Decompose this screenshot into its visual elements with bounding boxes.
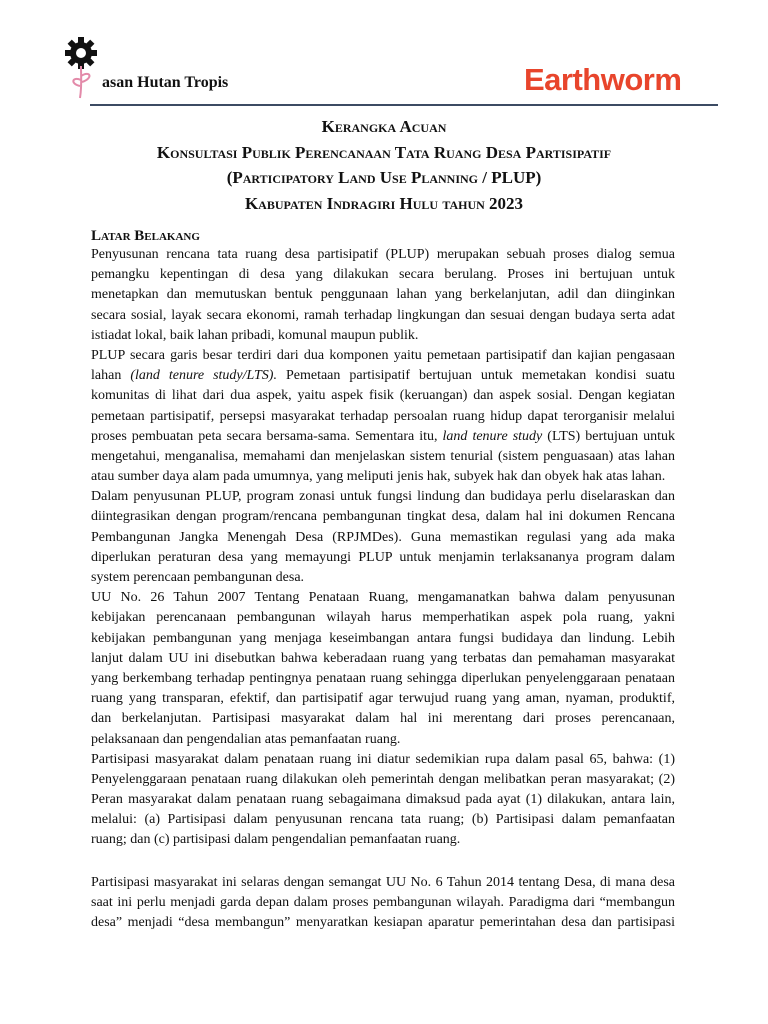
text-line: pelaksanaan dan pengendalian atas pemanfaatan ruang.: [91, 731, 401, 747]
text-line: Partisipasi masyarakat dalam penataan ruang ini diatur sedemikian rupa dalam pasal 65, bahwa: (1): [91, 751, 675, 767]
text-line: istiadat lokal, baik lahan pribadi, komunal maupun publik.: [91, 327, 419, 343]
document-header: [0, 0, 768, 110]
text-line: kebijakan perencanaan pembangunan wilayah harus memperhatikan aspek pola ruang, yakni: [91, 610, 675, 626]
paragraph-2: [91, 346, 675, 487]
text-line: diintegrasikan dengan program/rencana pembangunan tingkat desa, dalam hal ini dokumen Rencana: [91, 509, 675, 525]
earthworm-logo: Earthworm: [524, 62, 682, 97]
text-line: lanjut dalam UU ini disebutkan bahwa keberadaan ruang yang terbatas dan pemahaman masyarakat: [91, 650, 675, 666]
paragraph-gap: [91, 851, 675, 873]
body-text: [91, 245, 675, 933]
paragraph-5: [91, 750, 675, 851]
text-line: system perencaan pembangunan desa.: [91, 570, 305, 585]
text-line: Pembangunan Jangka Menengah Desa (RPJMDes). Guna memastikan regulasi yang ada maka: [91, 529, 675, 545]
text-line: pemetaan partisipatif, persepsi masyarakat terhadap persoalan ruang hidup dapat terorganisir melalui: [91, 408, 675, 424]
text-line: kebijakan pembangunan yang menjaga keseimbangan antara fungsi budidaya dan lindung. Lebih: [91, 630, 675, 646]
text-line: pemangku kepentingan di desa yang dilakukan secara berulang. Proses ini bertujuan untuk: [91, 267, 675, 283]
text-line: UU No. 26 Tahun 2007 Tentang Penataan Ruang, mengamanatkan bahwa dalam penyusunan: [91, 590, 675, 606]
text-line: lahan (land tenure study/LTS). Pemetaan partisipatif bertujuan untuk memetakan kondisi suatu: [91, 368, 675, 384]
org-name: asan Hutan Tropis: [102, 74, 229, 91]
title-line-3: (Participatory Land Use Planning / PLUP): [226, 168, 542, 187]
text-line: PLUP secara garis besar terdiri dari dua komponen yaitu pemetaan partisipatif dan kajian pengasaan: [91, 347, 675, 363]
text-line: secara sosial, layak secara ekonomi, ramah terhadap lingkungan dan sesuai dengan budaya serta adat: [91, 307, 675, 323]
italic-term: land tenure study: [442, 428, 543, 444]
italic-term: (land tenure study/LTS).: [130, 368, 277, 384]
text-line: Peran masyarakat dalam penataan ruang sebagaimana dimaksud pada ayat (1) dilakukan, antara lain,: [91, 792, 675, 808]
text-line: mengetahui, menganalisa, memahami dan menjelaskan sistem tenurial (sistem penguasaan) atas lahan: [91, 448, 675, 464]
text-line: melalui: (a) Partisipasi dalam penyusunan rencana tata ruang; (b) Partisipasi dalam pemanfaatan: [91, 812, 675, 828]
title-line-4: Kabupaten Indragiri Hulu tahun 2023: [244, 193, 524, 213]
text-line: Penyelenggaraan penataan ruang dilakukan oleh pemerintah dengan melibatkan peran masyarakat; (2): [91, 771, 675, 787]
text-line: dan berkelanjutan. Partisipasi masyarakat dalam hal ini merentang dari proses perencanaan,: [91, 711, 675, 727]
text-line: saat ini perlu menjadi garda depan dalam proses pembangunan wilayah. Paradigma dari “membangun: [91, 894, 675, 910]
paragraph-4: [91, 588, 675, 750]
text-line: Penyusunan rencana tata ruang desa partisipatif (PLUP) merupakan sebuah proses dialog semua: [91, 247, 675, 262]
text-line: ruang; dan (c) partisipasi dalam pengendalian pemanfaatan ruang.: [91, 832, 461, 848]
text-line: proses pembuatan peta secara bersama-sama. Sementara itu, land tenure study (LTS) bertujuan untuk: [91, 428, 675, 444]
text-line: komunitas di lihat dari dua aspek, yaitu aspek fisik (keruangan) dan aspek sosial. Dengan kegiatan: [91, 388, 675, 404]
paragraph-1: [91, 245, 675, 346]
section-heading: Latar Belakang: [91, 228, 200, 244]
title-line-2: Konsultasi Publik Perencanaan Tata Ruang Desa Partisipatif: [156, 142, 612, 162]
paragraph-3: [91, 487, 675, 588]
gear-flower-icon: [62, 36, 106, 100]
paragraph-6: [91, 873, 675, 934]
document-title: [90, 114, 678, 216]
text-line: atau sumber daya alam pada umumnya, yang meliputi jenis hak, subyek hak dan obyek hak atas lahan.: [91, 469, 666, 485]
text-line: menetapkan dan memutuskan bentuk penggunaan lahan yang berkelanjutan, adil dan diinginkan: [91, 287, 675, 303]
header-divider: [90, 104, 718, 106]
title-line-1: Kerangka Acuan: [321, 117, 447, 136]
text-line: Partisipasi masyarakat ini selaras dengan semangat UU No. 6 Tahun 2014 tentang Desa, di mana desa: [91, 874, 675, 890]
text-line: Dalam penyusunan PLUP, program zonasi untuk fungsi lindung dan budidaya perlu diselaraskan dan: [91, 489, 675, 505]
text-line: desa” menjadi “desa membangun” menyaratkan kesiapan aparatur pemerintahan desa dan partisipasi: [91, 915, 675, 930]
text-line: diperlukan peraturan desa yang memayungi PLUP untuk menjamin terlaksananya program dalam: [91, 549, 675, 565]
text-line: ruang yang transparan, efektif, dan partisipatif agar terwujud ruang yang aman, nyaman, produktif,: [91, 691, 675, 707]
text-line: yang berkembang terhadap pentingnya penataan ruang sehingga diperlukan penyelenggaraan penataan: [91, 670, 675, 686]
